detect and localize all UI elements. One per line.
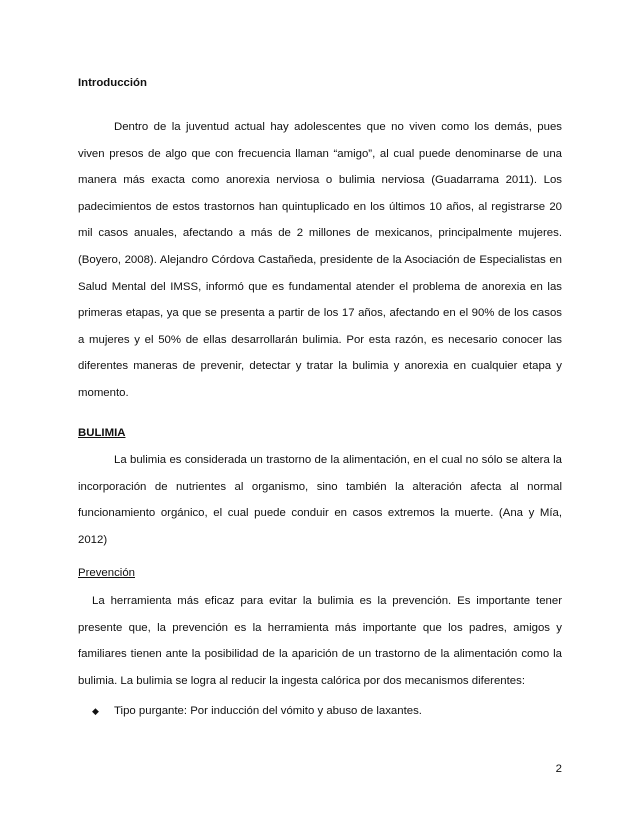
bullet-item-text: Tipo purgante: Por inducción del vómito y abuso de laxantes. (114, 705, 422, 717)
bulimia-heading: BULIMIA (78, 427, 126, 439)
bulimia-paragraph: La bulimia es considerada un trastorno de la alimentación, en el cual no sólo se altera la incorporación de nutrientes al organismo, sino también la alteración afecta al normal funcionamiento orgánico, el cual puede conduir en casos extremos la muerte. (Ana y Mía, 2012) (78, 454, 562, 546)
diamond-bullet-icon: ◆ (92, 706, 99, 716)
intro-heading: Introducción (78, 77, 147, 89)
page-number: 2 (555, 763, 562, 775)
bullet-item (92, 704, 422, 718)
prevencion-heading: Prevención (78, 567, 135, 579)
prevencion-paragraph: La herramienta más eficaz para evitar la bulimia es la prevención. Es importante tener presente que, la prevención es la herramienta más importante que los padres, amigos y familiares tienen ante la posibilidad de la aparición de un trastorno de la alimentación como la bulimia. La bulimia se logra al reducir la ingesta calórica por dos mecanismos diferentes: (78, 595, 562, 687)
intro-paragraph: Dentro de la juventud actual hay adolescentes que no viven como los demás, pues viven presos de algo que con frecuencia llaman “amigo”, al cual puede denominarse de una manera más exacta como anorexia nerviosa o bulimia nerviosa (Guadarrama 2011). Los padecimientos de estos trastornos han quintuplicado en los últimos 10 años, al registrarse 20 mil casos anuales, afectando a más de 2 millones de mexicanos, principalmente mujeres. (Boyero, 2008). Alejandro Córdova Castañeda, presidente de la Asociación de Especialistas en Salud Mental del IMSS, informó que es fundamental atender el problema de anorexia en las primeras etapas, ya que se presenta a partir de los 17 años, afectando en el 90% de los casos a mujeres y el 50% de ellas desarrollarán bulimia. Por esta razón, es necesario conocer las diferentes maneras de prevenir, detectar y tratar la bulimia y anorexia en cualquier etapa y momento. (78, 121, 562, 399)
